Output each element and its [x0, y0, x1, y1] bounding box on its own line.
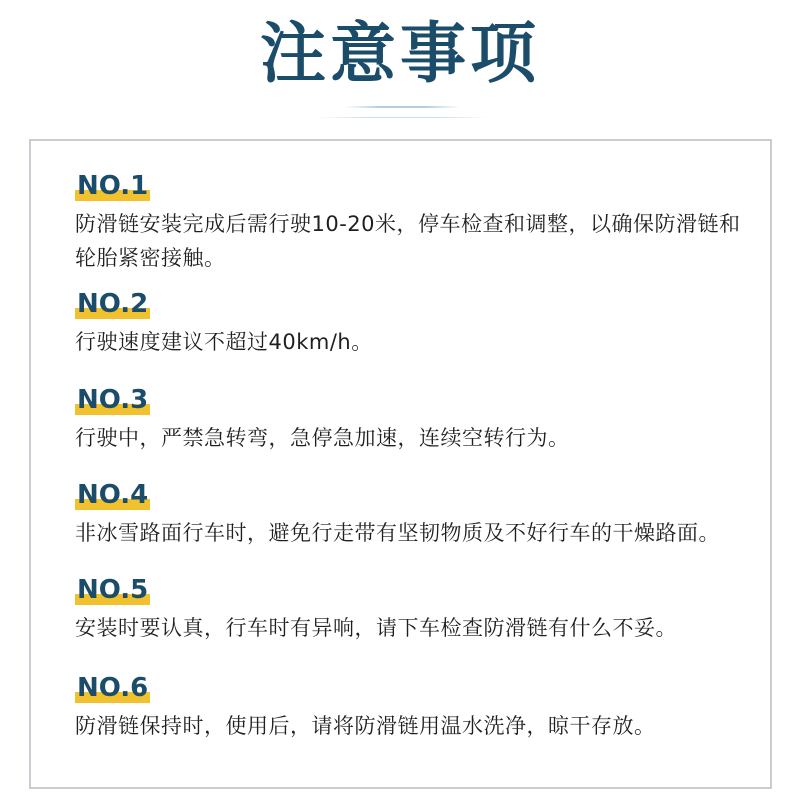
item-number: NO.6 [77, 673, 149, 703]
title-divider-secondary [318, 117, 488, 118]
item-text: 非冰雪路面行车时，避免行走带有坚韧物质及不好行车的干燥路面。 [75, 521, 720, 545]
notice-panel [29, 139, 772, 789]
notice-item-1 [75, 171, 755, 275]
item-text: 安装时要认真，行车时有异响，请下车检查防滑链有什么不妥。 [75, 616, 677, 640]
item-number: NO.4 [77, 480, 149, 510]
item-text: 行驶速度建议不超过40km/h。 [75, 330, 373, 354]
item-number: NO.2 [77, 289, 149, 319]
notice-item-2 [75, 289, 755, 359]
item-text: 防滑链安装完成后需行驶10-20米，停车检查和调整，以确保防滑链和轮胎紧密接触。 [75, 212, 741, 270]
item-number: NO.1 [77, 171, 149, 201]
notice-item-3 [75, 385, 755, 455]
item-number: NO.5 [77, 575, 149, 605]
item-text: 行驶中，严禁急转弯，急停急加速，连续空转行为。 [75, 426, 570, 450]
title-divider [345, 106, 460, 108]
notice-item-4 [75, 480, 755, 550]
page-title: 注意事项 [260, 15, 540, 92]
notice-item-6 [75, 673, 755, 743]
item-number: NO.3 [77, 385, 149, 415]
item-text: 防滑链保持时，使用后，请将防滑链用温水洗净，晾干存放。 [75, 714, 656, 738]
notice-item-5 [75, 575, 755, 645]
